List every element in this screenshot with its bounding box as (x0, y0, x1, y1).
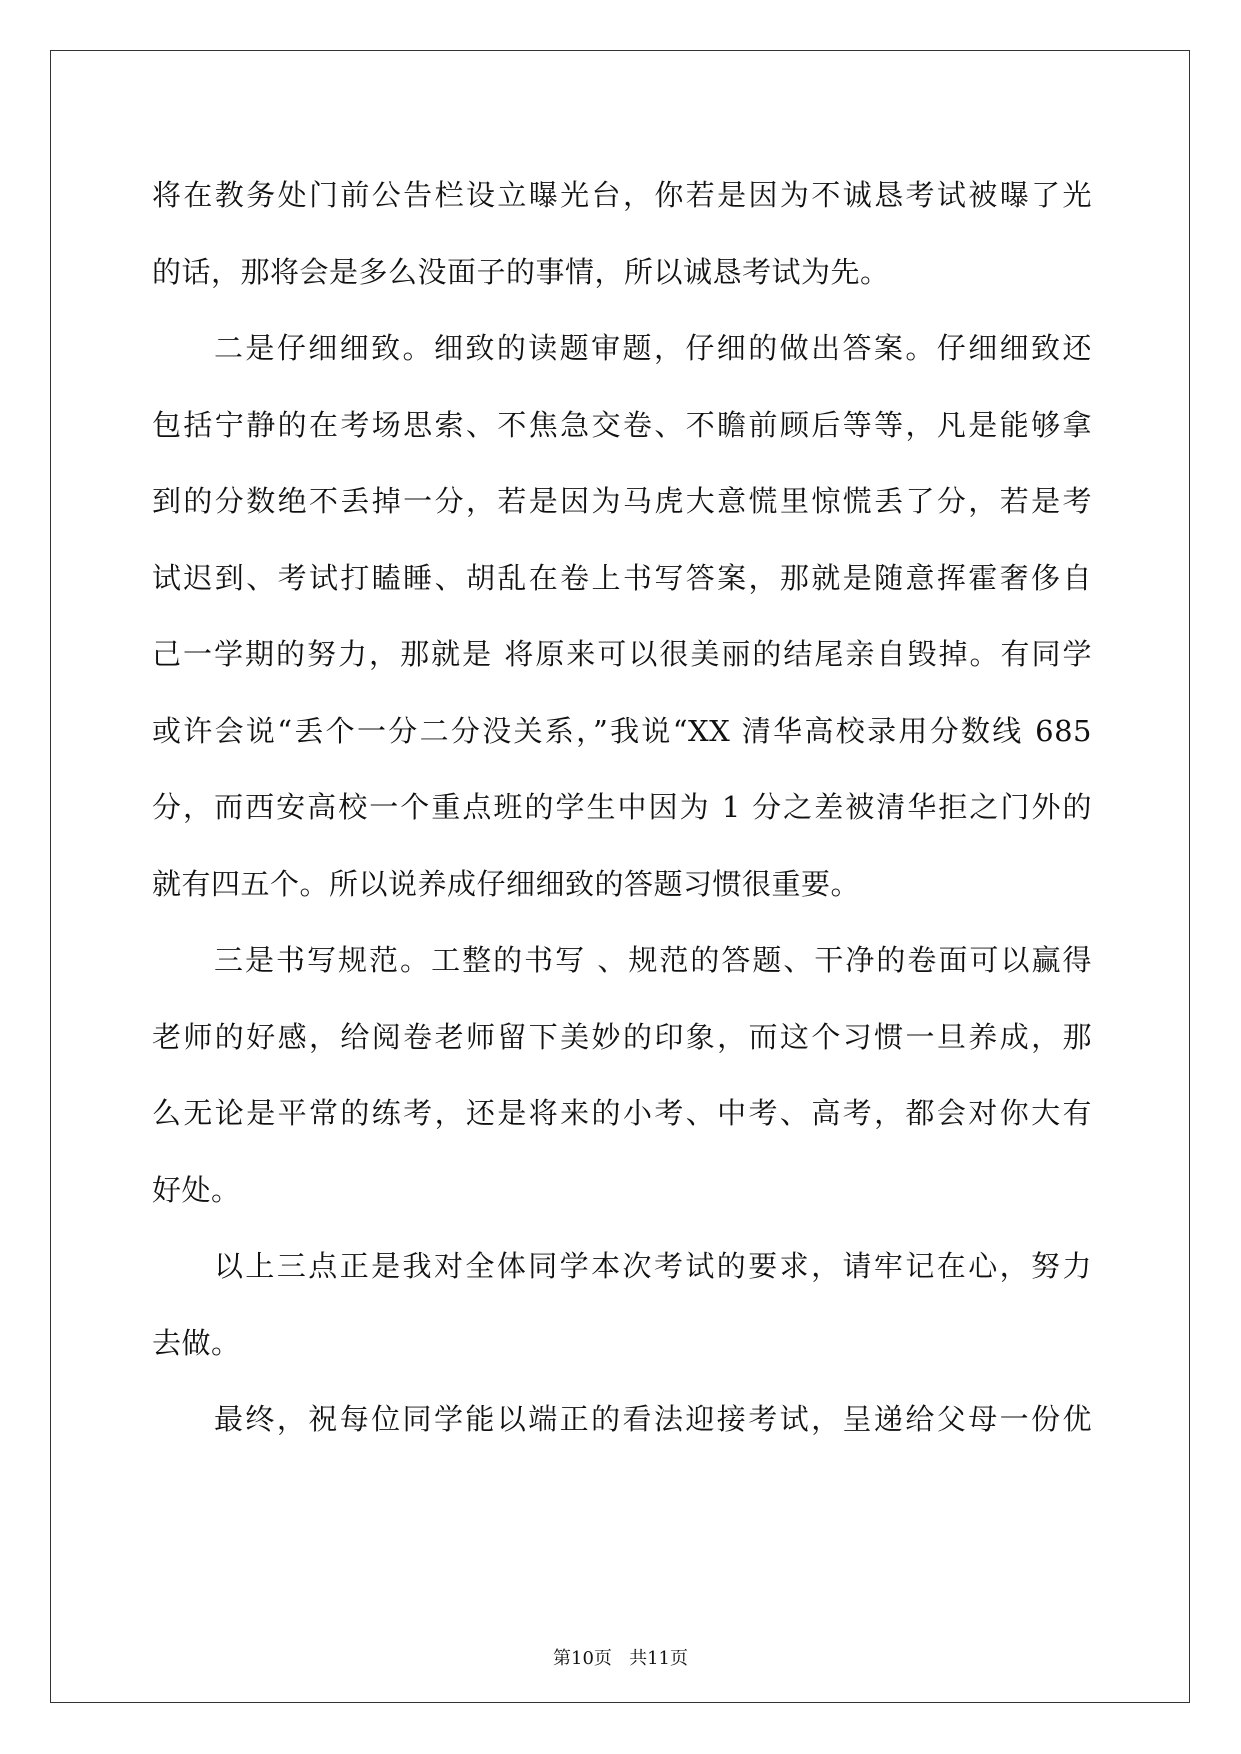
text-line: 就有四五个。所以说养成仔细细致的答题习惯很重要。 (152, 866, 861, 901)
text-line: 试迟到、考试打瞌睡、胡乱在卷上书写答案，那就是随意挥霍奢侈自 (152, 560, 1092, 595)
text-line: 去做。 (152, 1325, 241, 1360)
text-line: 己一学期的努力，那就是 将原来可以很美丽的结尾亲自毁掉。有同学 (152, 637, 1092, 671)
text-line: 以上三点正是我对全体同学本次考试的要求，请牢记在心，努力 (214, 1249, 1092, 1283)
page-number-footer: 第10页 共11页 (553, 1648, 688, 1669)
text-line: 或许会说“丢个一分二分没关系，”我说“XX 清华高校录用分数线 685 (152, 713, 1092, 748)
text-line: 分，而西安高校一个重点班的学生中因为 1 分之差被清华拒之门外的 (152, 790, 1092, 824)
text-line: 到的分数绝不丢掉一分，若是因为马虎大意慌里惊慌丢了分，若是考 (152, 484, 1092, 518)
text-line: 包括宁静的在考场思索、不焦急交卷、不瞻前顾后等等，凡是能够拿 (152, 407, 1092, 442)
text-line: 二是仔细细致。细致的读题审题，仔细的做出答案。仔细细致还 (214, 331, 1092, 365)
text-line: 的话，那将会是多么没面子的事情，所以诚恳考试为先。 (152, 254, 890, 289)
text-line: 老师的好感，给阅卷老师留下美妙的印象，而这个习惯一旦养成，那 (152, 1019, 1092, 1054)
text-line: 将在教务处门前公告栏设立曝光台，你若是因为不诚恳考试被曝了光 (152, 178, 1092, 212)
text-line: 好处。 (152, 1172, 241, 1207)
text-line: 三是书写规范。工整的书写 、规范的答题、干净的卷面可以赢得 (214, 943, 1092, 977)
document-body (152, 165, 1092, 1466)
text-line: 么无论是平常的练考，还是将来的小考、中考、高考，都会对你大有 (152, 1096, 1092, 1130)
text-line: 最终，祝每位同学能以端正的看法迎接考试，呈递给父母一份优 (214, 1402, 1092, 1436)
